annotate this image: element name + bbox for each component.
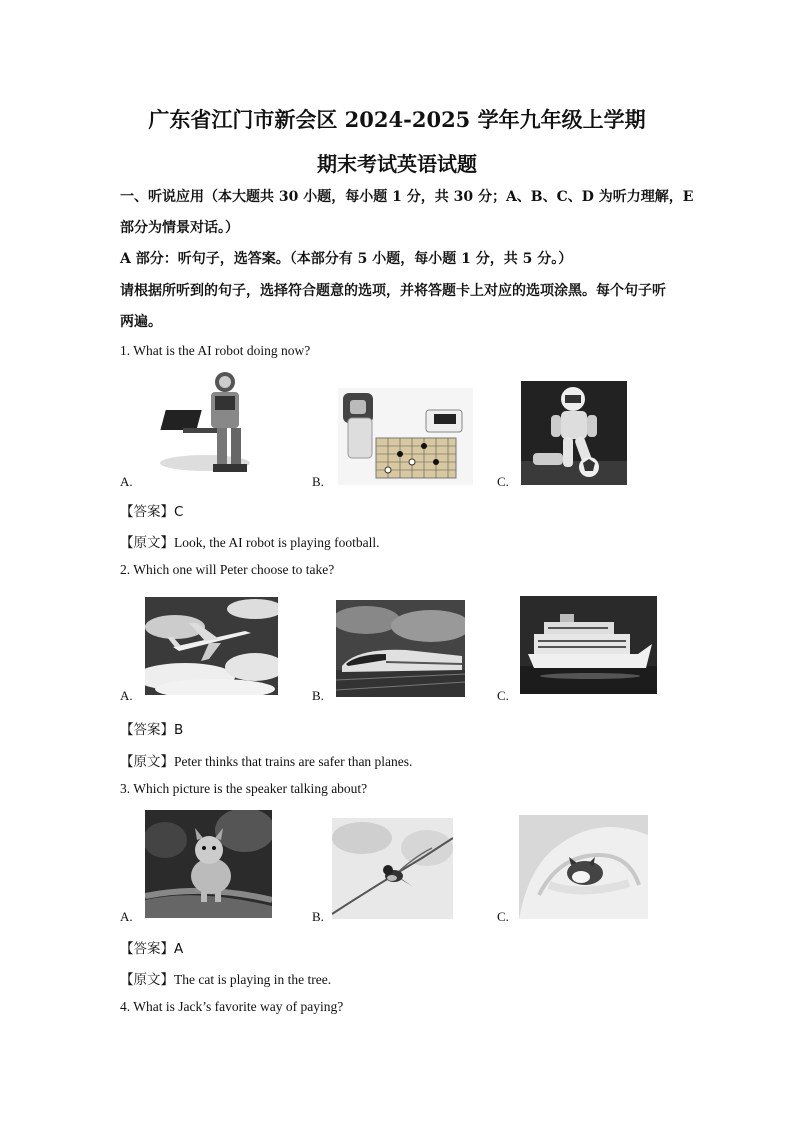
bird-on-branch-image — [332, 818, 453, 919]
section1-heading-line2: 部分为情景对话。） — [120, 220, 239, 236]
question-3: 3. Which picture is the speaker talking about? — [120, 781, 368, 796]
question-4: 4. What is Jack’s favorite way of paying? — [120, 999, 344, 1014]
q1-transcript: 【原文】Look, the AI robot is playing football. — [120, 535, 380, 550]
q2-answer: 【答案】B — [120, 722, 184, 738]
lynx-in-tree-image — [145, 810, 272, 918]
q2-option-c[interactable]: C. — [497, 688, 509, 703]
q3-option-b[interactable]: B. — [312, 909, 324, 924]
instruction-line1: 请根据所听到的句子，选择符合题意的选项，并将答题卡上对应的选项涂黑。每个句子听 — [120, 283, 666, 299]
q1-answer: 【答案】C — [120, 504, 184, 520]
q2-option-b[interactable]: B. — [312, 688, 324, 703]
q3-option-a[interactable]: A. — [120, 909, 133, 924]
robot-playing-football-image — [521, 381, 627, 485]
high-speed-train-image — [336, 600, 465, 697]
exam-title-line2: 期末考试英语试题 — [317, 152, 477, 176]
instruction-line2: 两遍。 — [120, 314, 162, 330]
section1-heading-line1: 一、听说应用（本大题共 30 小题，每小题 1 分，共 30 分；A、B、C、D 为听力理解，E — [120, 189, 694, 205]
q2-option-a[interactable]: A. — [120, 688, 133, 703]
question-1: 1. What is the AI robot doing now? — [120, 343, 311, 358]
robot-playing-go-image — [338, 388, 473, 485]
q3-answer: 【答案】A — [120, 941, 184, 957]
q3-transcript: 【原文】The cat is playing in the tree. — [120, 972, 332, 987]
airplane-image — [145, 597, 278, 695]
robot-with-laptop-image — [145, 368, 260, 480]
cat-in-blanket-image — [519, 815, 648, 919]
q1-option-c[interactable]: C. — [497, 474, 509, 489]
q1-option-b[interactable]: B. — [312, 474, 324, 489]
cruise-ship-image — [520, 596, 657, 694]
question-2: 2. Which one will Peter choose to take? — [120, 562, 335, 577]
exam-title-line1: 广东省江门市新会区 2024-2025 学年九年级上学期 — [148, 107, 646, 132]
q2-transcript: 【原文】Peter thinks that trains are safer than planes. — [120, 754, 413, 769]
q3-option-c[interactable]: C. — [497, 909, 509, 924]
q1-option-a[interactable]: A. — [120, 474, 133, 489]
partA-heading: A 部分：听句子，选答案。（本部分有 5 小题，每小题 1 分，共 5 分。） — [120, 251, 573, 267]
